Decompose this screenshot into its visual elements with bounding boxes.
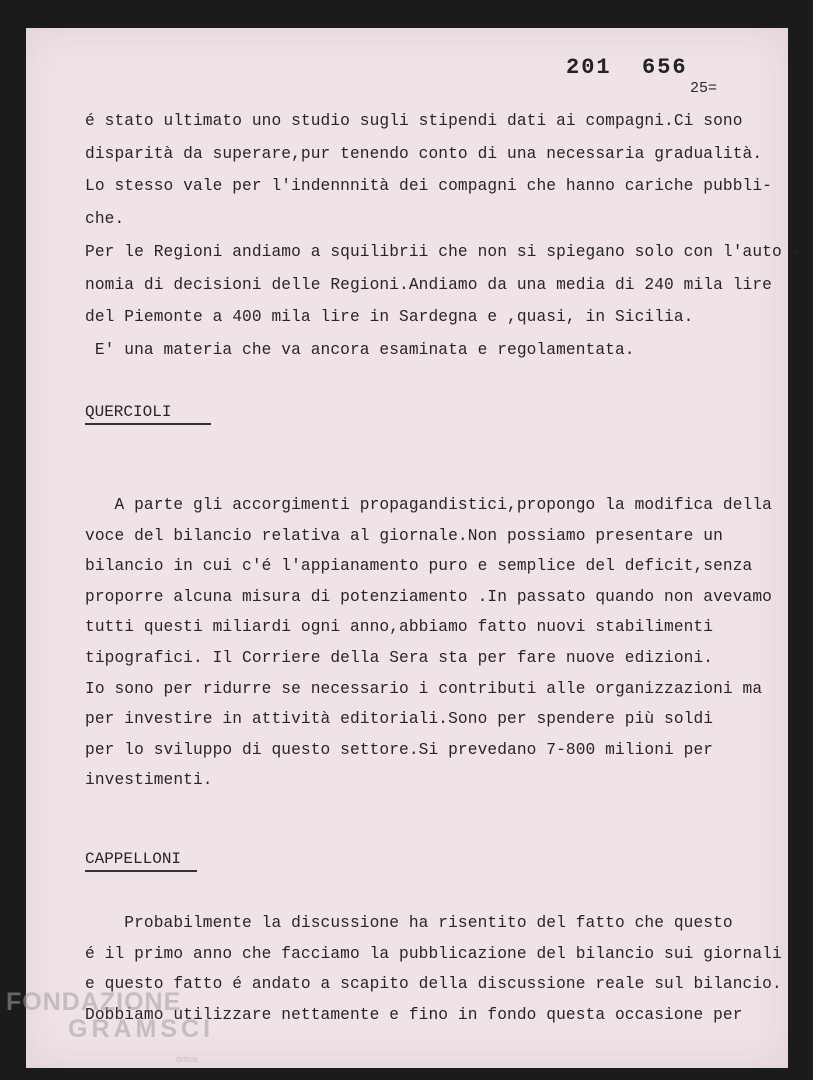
heading-underline [85,423,211,425]
heading-underline [85,870,197,872]
text-line: Dobbiamo utilizzare nettamente e fino in fondo questa occasione per [85,1005,743,1024]
text-line: E' una materia che va ancora esaminata e regolamentata. [85,340,635,359]
watermark-line1: FONDAZIONE [6,988,182,1016]
text-line: tipografici. Il Corriere della Sera sta per fare nuove edizioni. [85,649,714,667]
text-line: é stato ultimato uno studio sugli stipendi dati ai compagni.Ci sono [85,112,743,130]
watermark-sub: onlus [176,1054,198,1064]
speaker-heading-quercioli: QUERCIOLI [85,403,172,421]
text-line: Per le Regioni andiamo a squilibrii che non si spiegano solo con l'auto - [85,242,802,261]
text-line: proporre alcuna misura di potenziamento .In passato quando non avevamo [85,587,772,606]
text-line: Probabilmente la discussione ha risentito del fatto che questo [85,914,733,932]
text-line: per lo sviluppo di questo settore.Si prevedano 7-800 milioni per [85,740,714,759]
text-line: investimenti. [85,771,213,790]
text-line: tutti questi miliardi ogni anno,abbiamo fatto nuovi stabilimenti [85,618,714,637]
text-line: voce del bilancio relativa al giornale.Non possiamo presentare un [85,526,723,545]
text-line: che. [85,210,125,229]
page-number: 25= [690,80,718,97]
text-line: del Piemonte a 400 mila lire in Sardegna e ,quasi, in Sicilia. [85,308,694,327]
text-line: nomia di decisioni delle Regioni.Andiamo da una media di 240 mila lire [85,275,772,294]
watermark-logo [6,990,214,1042]
archive-stamp-number: 201 656 [566,55,688,80]
speaker-heading-cappelloni: CAPPELLONI [85,850,182,868]
text-line: bilancio in cui c'é l'appianamento puro e semplice del deficit,senza [85,557,753,576]
text-line: A parte gli accorgimenti propagandistici,propongo la modifica della [85,496,772,514]
text-line: Io sono per ridurre se necessario i contributi alle organizzazioni ma [85,679,763,698]
text-line: per investire in attività editoriali.Sono per spendere più soldi [85,710,714,729]
text-line: disparità da superare,pur tenendo conto di una necessaria gradualità. [85,144,763,163]
text-line: é il primo anno che facciamo la pubblicazione del bilancio sui giornali [85,944,782,963]
text-line: e questo fatto é andato a scapito della discussione reale sul bilancio. [85,975,782,994]
watermark-line2: GRAMSCI [68,1015,215,1043]
text-line: Lo stesso vale per l'indennnità dei compagni che hanno cariche pubbli- [85,177,772,196]
